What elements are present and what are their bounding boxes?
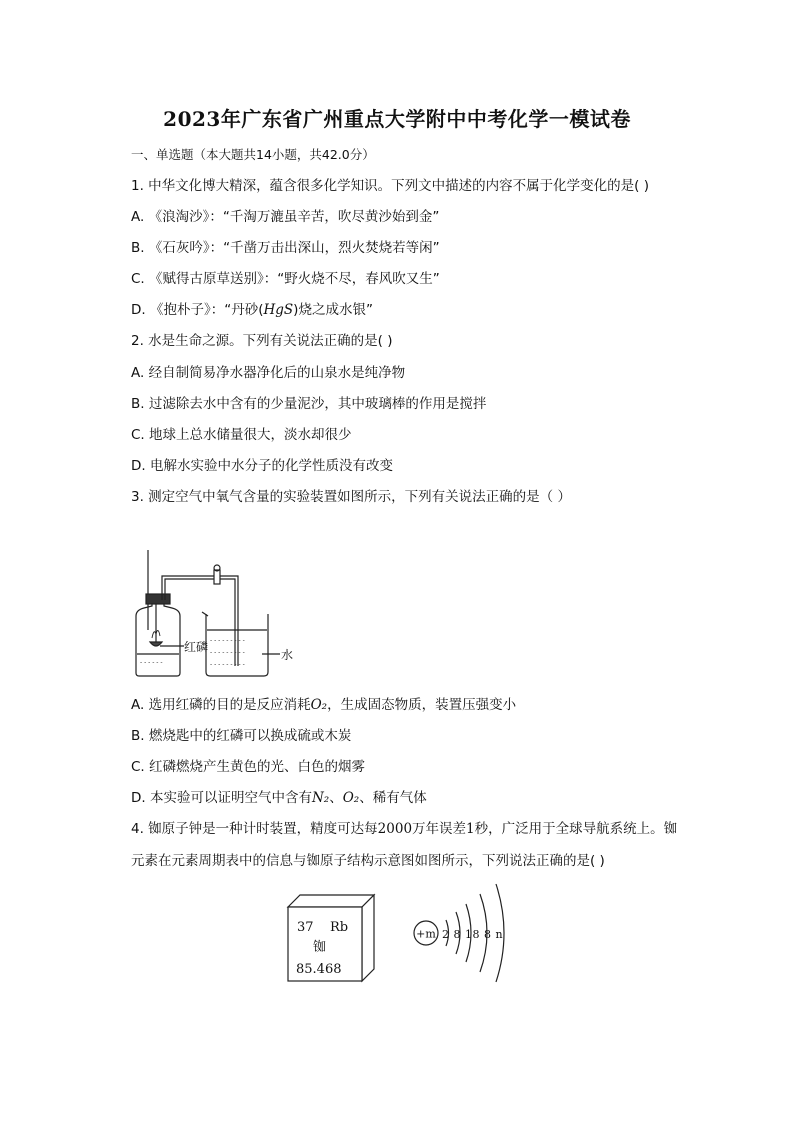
q3-option-d-formula-n2: N₂ [311, 790, 330, 806]
oxygen-content-apparatus-figure [128, 546, 304, 682]
q2-option-c: C. 地球上总水储量很大，淡水却很少 [131, 427, 352, 443]
q1-option-b: B. 《石灰吟》：“千凿万击出深山，烈火焚烧若等闲” [131, 240, 440, 256]
atom-nucleus-label: +m [416, 927, 436, 941]
q1-option-d-formula: HgS [263, 302, 294, 318]
q3-option-d [131, 789, 427, 807]
atom-electron-shells: 2 8 18 8 n [442, 928, 504, 941]
q4-stem-num-2000: 2000 [377, 821, 413, 837]
q1-option-d-post: )烧之成水银” [293, 302, 373, 318]
q1-option-d-pre: D. 《抱朴子》：“丹砂( [131, 302, 264, 318]
q3-option-d-sep: 、 [329, 790, 343, 806]
q3-option-c: C. 红磷燃烧产生黄色的光、白色的烟雾 [131, 759, 366, 775]
q3-option-b: B. 燃烧匙中的红磷可以换成硫或木炭 [131, 728, 352, 744]
q1-option-a: A. 《浪淘沙》：“千淘万漉虽辛苦，吹尽黄沙始到金” [131, 209, 440, 225]
section-heading: 一、单选题（本大题共14小题，共42.0分） [131, 147, 375, 162]
q2-option-a: A. 经自制简易净水器净化后的山泉水是纯净物 [131, 365, 406, 381]
q1-option-d [131, 301, 373, 319]
q4-stem-line1 [131, 820, 677, 838]
q3-option-d-pre: D. 本实验可以证明空气中含有 [131, 790, 312, 806]
page-title: 2023年广东省广州重点大学附中中考化学一模试卷 [163, 107, 631, 131]
label-water: 水 [281, 648, 294, 662]
q3-option-d-formula-o2: O₂ [342, 790, 360, 806]
q4-stem-mid: 万年误差 [412, 821, 467, 837]
q3-option-a-post: ，生成固态物质，装置压强变小 [327, 697, 517, 713]
q1-option-c: C. 《赋得古原草送别》：“野火烧不尽，春风吹又生” [131, 271, 440, 287]
element-symbol: Rb [330, 920, 349, 935]
q3-option-d-post: 、稀有气体 [359, 790, 427, 806]
q3-option-a [131, 696, 516, 714]
svg-text:- - - - - - - - -: - - - - - - - - - [210, 661, 245, 668]
q2-option-b: B. 过滤除去水中含有的少量泥沙，其中玻璃棒的作用是搅拌 [131, 396, 487, 412]
q4-stem-line2: 元素在元素周期表中的信息与铷原子结构示意图如图所示，下列说法正确的是( ) [131, 853, 605, 869]
q3-option-a-pre: A. 选用红磷的目的是反应消耗 [131, 697, 311, 713]
rubidium-atom-structure-diagram [410, 878, 520, 988]
q3-stem: 3. 测定空气中氧气含量的实验装置如图所示，下列有关说法正确的是（ ） [131, 489, 571, 505]
rubidium-element-card [284, 893, 378, 983]
svg-text:- - - - - -: - - - - - - [140, 659, 163, 666]
q4-stem-pre: 4. 铷原子钟是一种计时装置，精度可达每 [131, 821, 378, 837]
q1-stem: 1. 中华文化博大精深，蕴含很多化学知识。下列文中描述的内容不属于化学变化的是( ) [131, 178, 649, 194]
label-red-phosphorus: 红磷 [184, 640, 209, 654]
element-atomic-number: 37 [297, 920, 314, 935]
q2-stem: 2. 水是生命之源。下列有关说法正确的是( ) [131, 333, 393, 349]
q2-option-d: D. 电解水实验中水分子的化学性质没有改变 [131, 458, 393, 474]
svg-text:- - - - - - - - -: - - - - - - - - - [210, 649, 245, 656]
element-atomic-mass: 85.468 [296, 962, 342, 977]
q3-option-a-formula: O₂ [310, 697, 328, 713]
svg-text:- - - - - - - - -: - - - - - - - - - [210, 637, 245, 644]
q4-stem-post: 秒，广泛用于全球导航系统上。铷 [474, 821, 678, 837]
q4-stem-num-1: 1 [466, 821, 475, 837]
element-name: 铷 [313, 940, 327, 955]
